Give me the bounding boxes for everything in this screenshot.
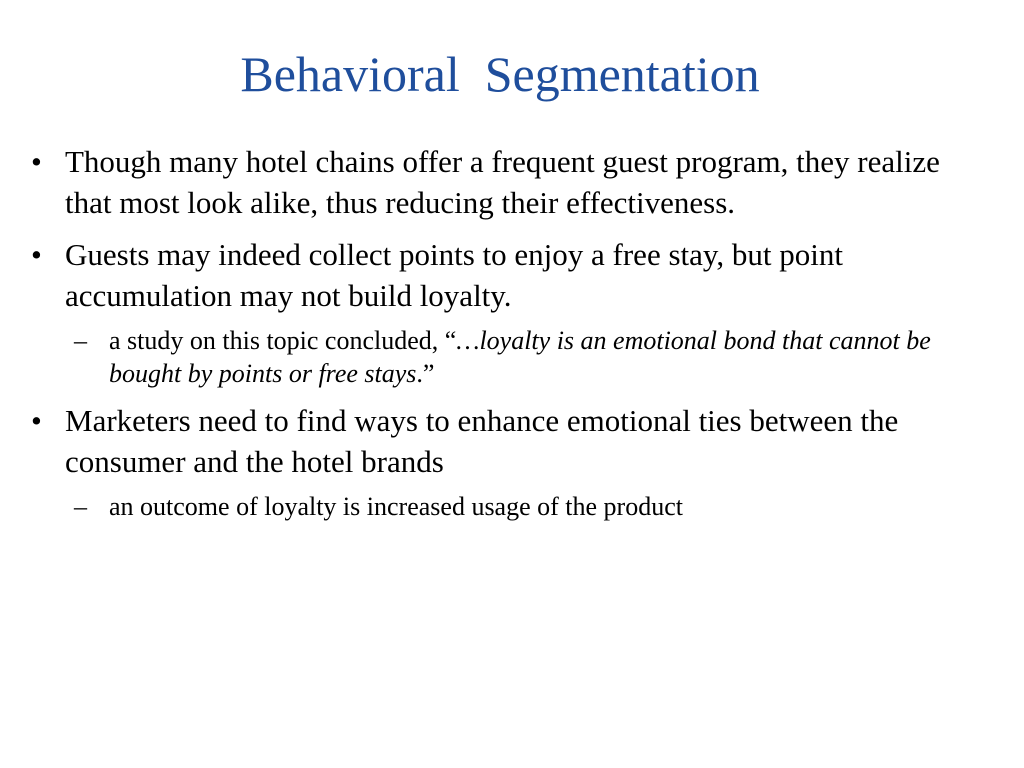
- slide-title: Behavioral Segmentation: [240, 46, 760, 102]
- sub-bullet-suffix: .”: [416, 359, 435, 388]
- sub-bullet-item: [25, 490, 945, 523]
- bullet-text: Though many hotel chains offer a frequent guest program, they realize that most look alike, thus reducing their effectiveness.: [65, 144, 940, 220]
- sub-bullet-marker: –: [74, 326, 87, 355]
- sub-bullet-marker: –: [74, 492, 87, 521]
- slide-content: [25, 141, 945, 533]
- sub-bullet-item: [25, 324, 945, 390]
- bullet-text: Guests may indeed collect points to enjoy a free stay, but point accumulation may not build loyalty.: [65, 237, 843, 313]
- bullet-marker: •: [31, 403, 42, 438]
- bullet-item: [25, 400, 945, 482]
- sub-bullet-text: an outcome of loyalty is increased usage of the product: [109, 492, 683, 521]
- bullet-item: [25, 234, 945, 316]
- bullet-text: Marketers need to find ways to enhance emotional ties between the consumer and the hotel brands: [65, 403, 899, 479]
- sub-bullet-prefix: a study on this topic concluded, “: [109, 326, 457, 355]
- bullet-item: [25, 141, 945, 223]
- bullet-marker: •: [31, 144, 42, 179]
- bullet-marker: •: [31, 237, 42, 272]
- sub-bullet-quote: …loyalty is an emotional bond that cannot be bought by points or free stays: [109, 326, 931, 388]
